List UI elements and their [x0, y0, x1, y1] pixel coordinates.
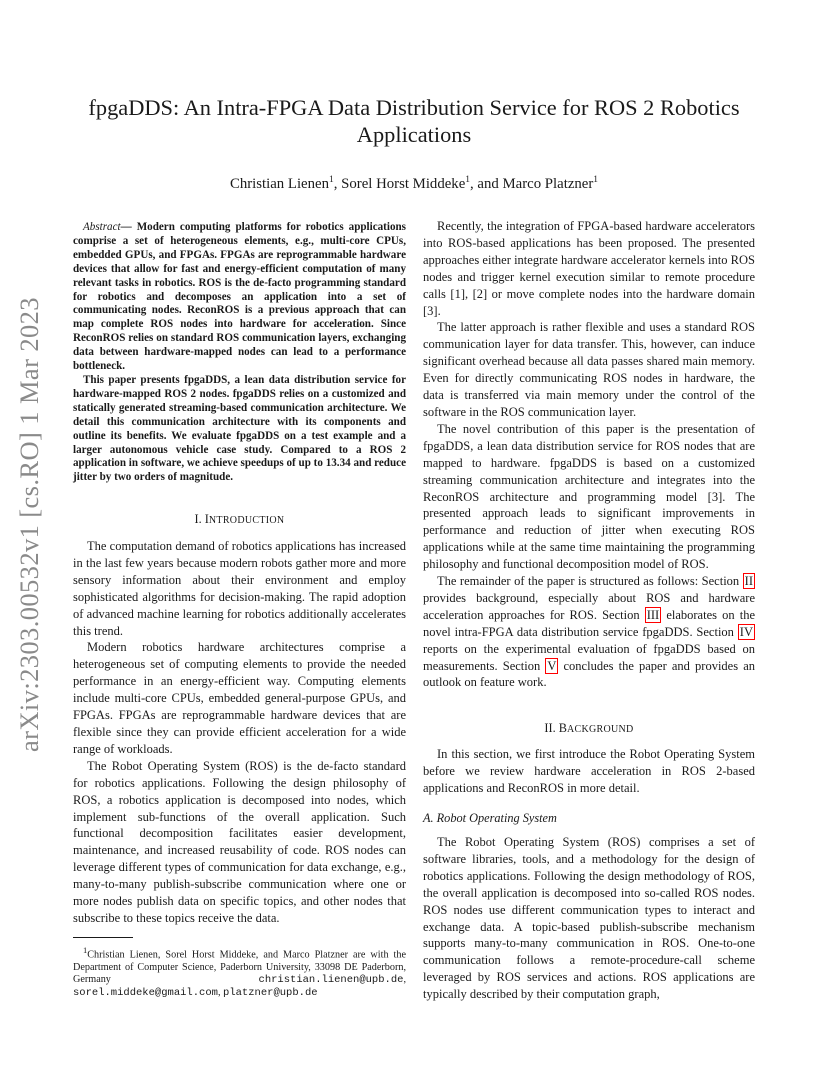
section-heading-introduction: I. INTRODUCTION [194, 512, 285, 526]
section-link[interactable]: II [744, 574, 753, 589]
abstract [73, 221, 406, 485]
footnote: $^1$Christian Lienen, Sorel Horst Middeke, and Marco Platzner are with the Department of Computer Science, Paderborn University, 33098 DE Paderborn, Germany christian.lienen@upb.de, sorel.middeke@gmail.com, platzner@upb.de [73, 945, 406, 999]
paper-title: fpgaDDS: An Intra-FPGA Data Distribution Service for ROS 2 Robotics Applications [88, 95, 740, 147]
abstract-label: Abstract [83, 221, 121, 233]
section-heading-background: II. BACKGROUND [544, 721, 634, 735]
footnote-mark: 1 [83, 945, 88, 955]
introduction-body [73, 538, 406, 927]
email-link[interactable]: sorel.middeke@gmail.com [73, 986, 218, 999]
body-paragraph: The remainder of the paper is structured as follows: Section II provides background, especially about ROS and hardware acceleration approaches for ROS. Section III elaborates on the novel intra-FPGA data distribution service fpgaDDS. Section IV reports on the experimental evaluation of fpgaDDS based on measurements. Section V concludes the paper and provides an outlook on feature work. [423, 574, 755, 690]
body-paragraph: Recently, the integration of FPGA-based hardware accelerators into ROS-based applications has been proposed. The presented approaches either integrate hardware accelerator kernels into ROS nodes and trigger kernel execution similar to remote procedure calls [1], [2] or move complete nodes into the hardware domain [3]. [423, 219, 755, 318]
body-paragraph: The novel contribution of this paper is the presentation of fpgaDDS, a lean data distribution service for ROS nodes that are mapped to hardware. fpgaDDS is based on a customized streaming communication architecture and integrates into the ReconROS architecture and programming model [3]. The presented approach leads to significant improvements in performance and reduction of jitter when executing ROS applications while at the same time maintaining the programming philosophy and functional decomposition model of ROS. [423, 421, 755, 572]
footnote-rule [73, 937, 133, 938]
email-link[interactable]: platzner@upb.de [223, 986, 318, 999]
affiliation-mark: 1 [593, 175, 599, 185]
abstract-paragraph: This paper presents fpgaDDS, a lean data distribution service for hardware-mapped ROS 2 nodes. fpgaDDS relies on a customized and statically generated streaming-based communication architecture. We detail this communication architecture with its components and outline its benefits. We evaluate fpgaDDS on a test example and a larger autonomous vehicle case study. Compared to a ROS 2 application in software, we achieve speedups of up to 13.34 and reduce jitter by two orders of magnitude. [73, 373, 406, 484]
section-link[interactable]: IV [739, 624, 753, 639]
subsection-heading: A. Robot Operating System [423, 811, 557, 825]
body-paragraph: In this section, we first introduce the Robot Operating System before we review hardware acceleration in ROS 2-based applications and ReconROS in more detail. [423, 747, 755, 795]
email-link[interactable]: christian.lienen@upb.de [258, 974, 404, 987]
background-body [423, 746, 755, 797]
body-paragraph: The computation demand of robotics applications has increased in the last few years because modern robots gather more and more sensory information about their environment and employ sophisticated algorithms for decision-making. The rapid adoption of advanced machine learning for robotics additionally accelerates this trend. [73, 539, 406, 638]
section-link[interactable]: V [547, 658, 557, 673]
section-link[interactable]: III [646, 607, 660, 622]
author-name: , and Marco Platzner [470, 175, 594, 192]
body-paragraph: The latter approach is rather flexible and uses a standard ROS communication layer for data transfer. This, however, can induce significant overhead because all data passes shared main memory. Even for directly communicating ROS nodes in hardware, the data is transferred via main memory under the control of the software in the ROS communication layer. [423, 320, 755, 419]
ros-body [423, 834, 755, 1003]
body-paragraph: The Robot Operating System (ROS) is the de-facto standard for robotics applications. Following the design philosophy of ROS, a robotics application is decomposed into nodes, which implement sub-functions of the overall application. Such functional decomposition facilitates easier development, maintenance, and increased reusability of code. ROS nodes can leverage different types of communication for data exchange, e.g., many-to-many publish-subscribe communication where one or more nodes publish data on specific topics, and other nodes that subscribe to these topics receive the data. [73, 758, 406, 925]
affiliation-mark: 1 [465, 175, 471, 185]
body-paragraph: The Robot Operating System (ROS) comprises a set of software libraries, tools, and a methodology for the design of robotics applications. Following the design methodology of ROS, the overall application is decomposed into so-called ROS nodes. ROS nodes use different communication types to interact and exchange data. A topic-based publish-subscribe mechanism supports many-to-many communication in ROS. One-to-one communication follows a remote-procedure-call scheme leveraged by ROS services and actions. ROS applications are typically described by their computation graph, [423, 835, 755, 1002]
abstract-paragraph: — Modern computing platforms for robotics applications comprise a set of heterogeneous elements, e.g., multi-core CPUs, embedded GPUs, and FPGAs. FPGAs are reprogrammable hardware devices that allow for fast and energy-efficient computation of many relevant tasks in robotics. ROS is the de-facto programming standard for robotics and decomposes an application into a set of communicating nodes. ReconROS is a previous approach that can map complete ROS nodes into hardware for acceleration. Since ReconROS relies on standard ROS communication layers, exchanging data between hardware-mapped nodes can lead to a performance bottleneck. [73, 221, 406, 373]
author-name: , Sorel Horst Middeke [333, 175, 466, 192]
right-column-body [423, 218, 755, 691]
author-list [75, 171, 753, 193]
body-paragraph: Modern robotics hardware architectures comprise a heterogeneous set of computing elements to provide the needed performance in an energy-efficient way. Computing elements include multi-core CPUs, embedded general-purpose GPUs, and FPGAs. FPGAs are reprogrammable hardware devices that are flexible since they can provide efficient acceleration for a wide range of workloads. [73, 640, 406, 756]
arxiv-identifier: arXiv:2303.00532v1 [cs.RO] 1 Mar 2023 [14, 297, 44, 753]
affiliation-mark: 1 [329, 175, 334, 185]
author-name: Christian Lienen [229, 175, 329, 192]
